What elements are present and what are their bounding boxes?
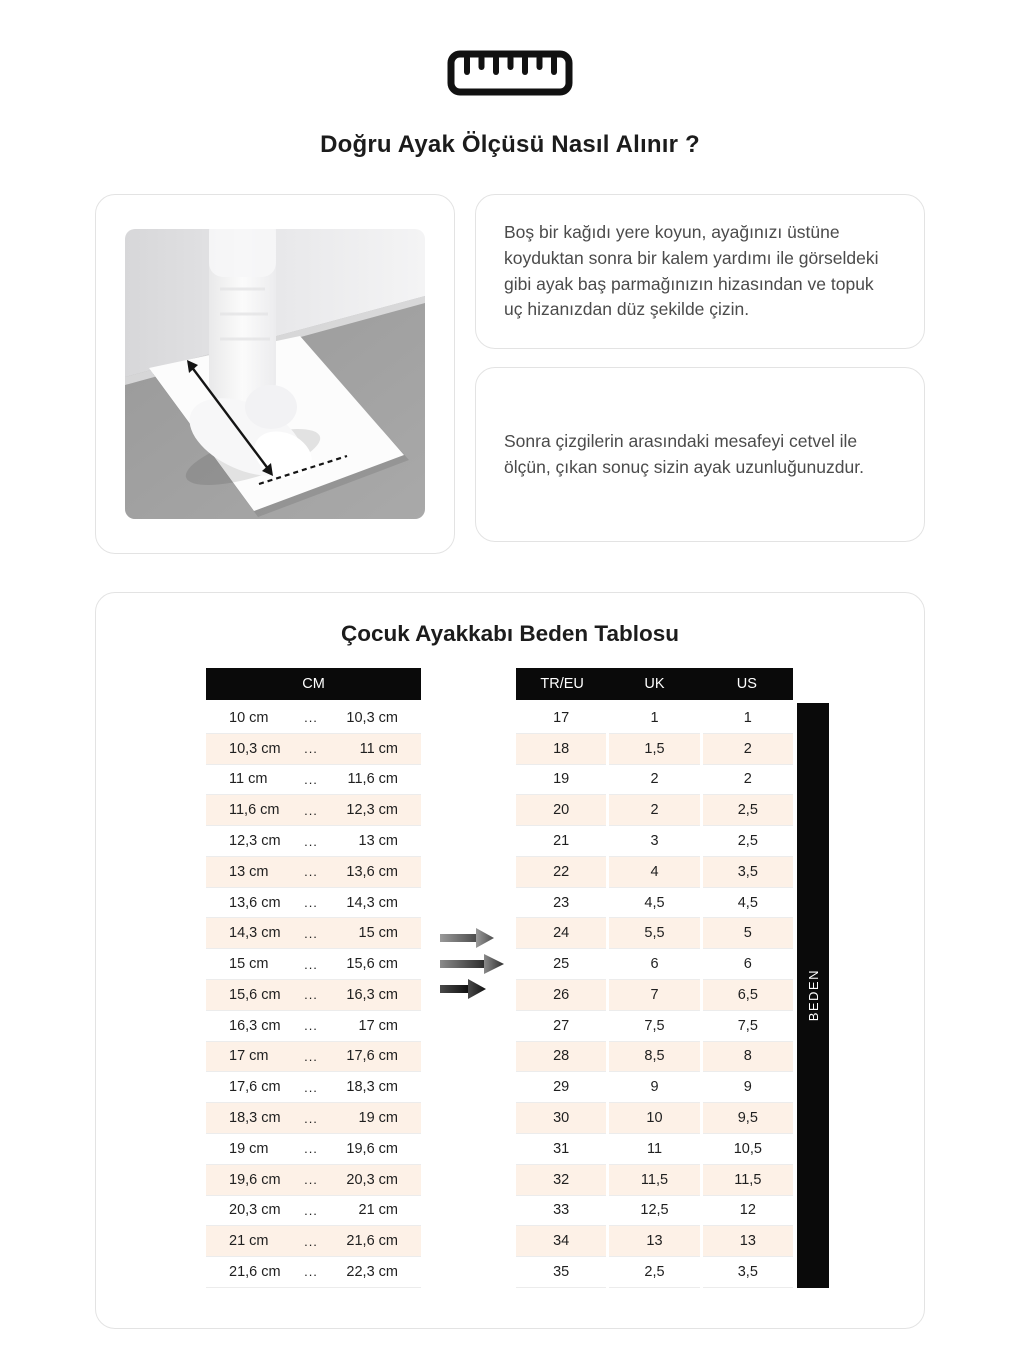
instruction-step-2-text: Sonra çizgilerin arasındaki mesafeyi cetvel ile ölçün, çıkan sonuç sizin ayak uzunluğunuzdur.	[504, 430, 864, 477]
size-cell-uk: 2	[609, 795, 699, 826]
cm-range-to: 22,3 cm	[346, 1263, 398, 1280]
size-cell-us: 12	[703, 1196, 793, 1227]
range-dots: ...	[304, 864, 318, 880]
cm-range-from: 12,3 cm	[229, 833, 281, 850]
size-table-row	[516, 1196, 793, 1227]
size-table-row	[516, 1103, 793, 1134]
range-dots: ...	[304, 802, 318, 818]
cm-range-from: 13,6 cm	[229, 894, 281, 911]
cm-range-to: 12,3 cm	[346, 802, 398, 819]
size-cell-us: 2	[703, 734, 793, 765]
range-dots: ...	[304, 925, 318, 941]
cm-range-to: 18,3 cm	[346, 1079, 398, 1096]
size-cell-uk: 2,5	[609, 1257, 699, 1288]
cm-range-to: 13 cm	[358, 833, 398, 850]
cm-range-from: 17,6 cm	[229, 1079, 281, 1096]
size-cell-us: 3,5	[703, 857, 793, 888]
size-cell-uk: 4,5	[609, 888, 699, 919]
size-cell-us: 10,5	[703, 1134, 793, 1165]
size-table-row	[516, 857, 793, 888]
instruction-texts	[475, 194, 925, 542]
cm-table-row	[206, 1103, 421, 1134]
size-cell-uk: 6	[609, 949, 699, 980]
size-table-row	[516, 826, 793, 857]
size-cell-tr-eu: 18	[516, 734, 606, 765]
range-dots: ...	[304, 710, 318, 726]
cm-range-to: 21,6 cm	[346, 1233, 398, 1250]
size-table-row	[516, 949, 793, 980]
size-table-row	[516, 1226, 793, 1257]
size-cell-tr-eu: 32	[516, 1165, 606, 1196]
cm-range-to: 13,6 cm	[346, 863, 398, 880]
cm-table-row	[206, 1257, 421, 1288]
cm-range-from: 17 cm	[229, 1048, 269, 1065]
size-cell-uk: 5,5	[609, 918, 699, 949]
size-cell-uk: 1	[609, 703, 699, 734]
eu-table-header	[516, 668, 793, 700]
range-dots: ...	[304, 987, 318, 1003]
size-table-row	[516, 795, 793, 826]
size-cell-tr-eu: 25	[516, 949, 606, 980]
size-cell-us: 5	[703, 918, 793, 949]
size-cell-uk: 3	[609, 826, 699, 857]
beden-label: BEDEN	[805, 969, 821, 1022]
cm-range-to: 14,3 cm	[346, 894, 398, 911]
size-cell-tr-eu: 33	[516, 1196, 606, 1227]
header-cell-us: US	[736, 676, 757, 692]
range-dots: ...	[304, 1233, 318, 1249]
instruction-step-1-text: Boş bir kağıdı yere koyun, ayağınızı üstüne koyduktan sonra bir kalem yardımı ile görseldeki gibi ayak baş parmağınızın hizasından ve topuk uç hizanızdan düz şekilde çizin.	[504, 221, 879, 320]
size-cell-uk: 1,5	[609, 734, 699, 765]
beden-bar	[797, 703, 829, 1288]
range-dots: ...	[304, 741, 318, 757]
cm-range-from: 13 cm	[229, 863, 269, 880]
cm-range-from: 21 cm	[229, 1233, 269, 1250]
size-cell-uk: 10	[609, 1103, 699, 1134]
cm-table-row	[206, 734, 421, 765]
size-cell-us: 2,5	[703, 826, 793, 857]
cm-table-row	[206, 1134, 421, 1165]
size-cell-us: 1	[703, 703, 793, 734]
size-cell-uk: 4	[609, 857, 699, 888]
cm-range-to: 10,3 cm	[346, 709, 398, 726]
header-cell-uk: UK	[644, 676, 665, 692]
size-cell-uk: 2	[609, 765, 699, 796]
size-cell-uk: 8,5	[609, 1042, 699, 1073]
cm-table-row	[206, 1072, 421, 1103]
size-cell-us: 6,5	[703, 980, 793, 1011]
cm-table-row	[206, 826, 421, 857]
range-dots: ...	[304, 1172, 318, 1188]
cm-range-from: 21,6 cm	[229, 1263, 281, 1280]
size-cell-tr-eu: 19	[516, 765, 606, 796]
instruction-step-2-card	[475, 367, 925, 542]
instruction-section	[95, 194, 925, 554]
range-dots: ...	[304, 1141, 318, 1157]
size-table-row	[516, 1042, 793, 1073]
size-cell-tr-eu: 23	[516, 888, 606, 919]
cm-table-body	[206, 703, 421, 1288]
size-cell-us: 3,5	[703, 1257, 793, 1288]
size-cell-uk: 11,5	[609, 1165, 699, 1196]
size-table-title: Çocuk Ayakkabı Beden Tablosu	[340, 621, 679, 646]
cm-table-row	[206, 1011, 421, 1042]
cm-range-from: 14,3 cm	[229, 925, 281, 942]
range-dots: ...	[304, 1048, 318, 1064]
range-dots: ...	[304, 1202, 318, 1218]
range-dots: ...	[304, 1110, 318, 1126]
cm-table	[206, 668, 421, 1288]
cm-range-from: 15,6 cm	[229, 986, 281, 1003]
size-cell-us: 2,5	[703, 795, 793, 826]
range-dots: ...	[304, 1264, 318, 1280]
measurement-photo	[125, 229, 425, 519]
instruction-step-1-card	[475, 194, 925, 349]
range-dots: ...	[304, 1079, 318, 1095]
cm-range-from: 19,6 cm	[229, 1171, 281, 1188]
size-tables	[96, 668, 924, 1288]
size-cell-tr-eu: 34	[516, 1226, 606, 1257]
size-cell-uk: 13	[609, 1226, 699, 1257]
size-cell-tr-eu: 26	[516, 980, 606, 1011]
cm-range-to: 19 cm	[358, 1110, 398, 1127]
size-cell-uk: 9	[609, 1072, 699, 1103]
cm-range-from: 20,3 cm	[229, 1202, 281, 1219]
size-cell-us: 9	[703, 1072, 793, 1103]
range-dots: ...	[304, 1018, 318, 1034]
size-cell-uk: 7	[609, 980, 699, 1011]
size-cell-us: 8	[703, 1042, 793, 1073]
size-cell-tr-eu: 30	[516, 1103, 606, 1134]
range-dots: ...	[304, 833, 318, 849]
cm-range-from: 11 cm	[229, 771, 268, 788]
cm-table-row	[206, 888, 421, 919]
size-cell-tr-eu: 27	[516, 1011, 606, 1042]
cm-range-from: 18,3 cm	[229, 1110, 281, 1127]
ruler-icon	[447, 50, 573, 101]
size-cell-us: 4,5	[703, 888, 793, 919]
eu-size-table	[516, 668, 793, 1288]
size-table-row	[516, 734, 793, 765]
page-header	[0, 0, 1020, 159]
range-dots: ...	[304, 895, 318, 911]
size-table-row	[516, 703, 793, 734]
cm-table-row	[206, 765, 421, 796]
cm-range-to: 16,3 cm	[346, 986, 398, 1003]
cm-table-header: CM	[206, 668, 421, 700]
size-table-row	[516, 1072, 793, 1103]
range-dots: ...	[304, 771, 318, 787]
size-cell-us: 2	[703, 765, 793, 796]
eu-table-body	[516, 703, 793, 1288]
size-table-row	[516, 765, 793, 796]
cm-table-row	[206, 703, 421, 734]
cm-range-from: 19 cm	[229, 1140, 269, 1157]
size-table-row	[516, 1134, 793, 1165]
cm-table-row	[206, 1196, 421, 1227]
size-cell-tr-eu: 24	[516, 918, 606, 949]
size-cell-us: 13	[703, 1226, 793, 1257]
size-cell-us: 9,5	[703, 1103, 793, 1134]
transfer-arrows-icon	[438, 924, 506, 1007]
cm-range-from: 10,3 cm	[229, 740, 281, 757]
size-table-row	[516, 1011, 793, 1042]
size-cell-us: 6	[703, 949, 793, 980]
cm-range-from: 11,6 cm	[229, 802, 280, 819]
cm-range-from: 10 cm	[229, 709, 269, 726]
size-cell-tr-eu: 35	[516, 1257, 606, 1288]
header-cell-tr-eu: TR/EU	[540, 676, 584, 692]
size-cell-tr-eu: 29	[516, 1072, 606, 1103]
cm-range-to: 21 cm	[358, 1202, 398, 1219]
cm-table-row	[206, 1226, 421, 1257]
size-table-row	[516, 888, 793, 919]
size-table-row	[516, 1165, 793, 1196]
cm-range-from: 16,3 cm	[229, 1017, 281, 1034]
range-dots: ...	[304, 956, 318, 972]
size-cell-tr-eu: 22	[516, 857, 606, 888]
size-cell-uk: 7,5	[609, 1011, 699, 1042]
cm-range-to: 15,6 cm	[346, 956, 398, 973]
size-cell-uk: 11	[609, 1134, 699, 1165]
size-table-row	[516, 1257, 793, 1288]
size-cell-us: 7,5	[703, 1011, 793, 1042]
cm-range-to: 17,6 cm	[346, 1048, 398, 1065]
cm-range-to: 15 cm	[358, 925, 398, 942]
cm-range-to: 19,6 cm	[346, 1140, 398, 1157]
size-cell-tr-eu: 28	[516, 1042, 606, 1073]
measurement-photo-card	[95, 194, 455, 554]
cm-range-from: 15 cm	[229, 956, 269, 973]
cm-range-to: 11,6 cm	[347, 771, 398, 788]
page-title: Doğru Ayak Ölçüsü Nasıl Alınır ?	[320, 131, 700, 158]
size-cell-tr-eu: 21	[516, 826, 606, 857]
size-cell-tr-eu: 17	[516, 703, 606, 734]
cm-table-row	[206, 1042, 421, 1073]
size-table-card	[95, 592, 925, 1329]
cm-table-row	[206, 795, 421, 826]
cm-table-row	[206, 949, 421, 980]
size-cell-tr-eu: 20	[516, 795, 606, 826]
cm-table-row	[206, 1165, 421, 1196]
cm-table-row	[206, 980, 421, 1011]
cm-range-to: 20,3 cm	[346, 1171, 398, 1188]
size-cell-uk: 12,5	[609, 1196, 699, 1227]
cm-table-row	[206, 918, 421, 949]
cm-range-to: 11 cm	[359, 740, 398, 757]
size-table-row	[516, 918, 793, 949]
size-cell-us: 11,5	[703, 1165, 793, 1196]
cm-table-row	[206, 857, 421, 888]
cm-range-to: 17 cm	[358, 1017, 398, 1034]
size-cell-tr-eu: 31	[516, 1134, 606, 1165]
size-table-row	[516, 980, 793, 1011]
